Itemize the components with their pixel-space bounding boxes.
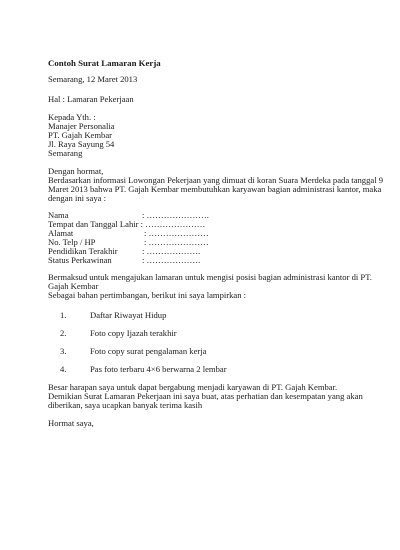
- field-label: Status Perkawinan: [48, 255, 112, 265]
- field-value: : ……………….: [142, 255, 201, 265]
- purpose-line: Gajah Kembar: [48, 281, 99, 291]
- field-label: Pendidikan Terakhir: [48, 246, 118, 256]
- closing-line: Besar harapan saya untuk dapat bergabung menjadi karyawan di PT. Gajah Kembar.: [48, 382, 338, 392]
- list-item: Foto copy Ijazah terakhir: [90, 328, 177, 338]
- field-value: : …………………: [144, 228, 209, 238]
- recipient-line: Semarang: [48, 148, 83, 158]
- list-item-number: 2.: [60, 328, 67, 338]
- recipient-line: Manajer Personalia: [48, 121, 115, 131]
- intro-line: Maret 2013 bahwa PT. Gajah Kembar membutuhkan karyawan bagian administrasi kantor, maka: [48, 184, 382, 194]
- field-label: Tempat dan Tanggal Lahir : …………………: [48, 219, 206, 229]
- field-value: : …………………: [144, 237, 209, 247]
- recipient-line: Kepada Yth. :: [48, 112, 96, 122]
- list-item: Daftar Riwayat Hidup: [90, 310, 167, 320]
- list-item-number: 3.: [60, 346, 67, 356]
- list-item: Pas foto terbaru 4×6 berwarna 2 lembar: [90, 364, 227, 374]
- list-item-number: 1.: [60, 310, 67, 320]
- signoff: Hormat saya,: [48, 418, 94, 428]
- purpose-line: Sebagai bahan pertimbangan, berikut ini saya lampirkan :: [48, 290, 247, 300]
- field-label: Nama: [48, 210, 69, 220]
- field-label: No. Telp / HP: [48, 237, 96, 247]
- field-value: : ………………….: [142, 210, 209, 220]
- list-item: Foto copy surat pengalaman kerja: [90, 346, 207, 356]
- intro-line: dengan ini saya :: [48, 193, 106, 203]
- recipient-line: Jl. Raya Sayung 54: [48, 139, 115, 149]
- recipient-line: PT. Gajah Kembar: [48, 130, 113, 140]
- closing-line: Demikian Surat Lamaran Pekerjaan ini saya buat, atas perhatian dan kesempatan yang akan: [48, 391, 363, 401]
- purpose-line: Bermaksud untuk mengajukan lamaran untuk mengisi posisi bagian administrasi kantor di PT.: [48, 272, 372, 282]
- closing-line: diberikan, saya ucapkan banyak terima kasih: [48, 400, 203, 410]
- letter-title: Contoh Surat Lamaran Kerja: [48, 58, 161, 68]
- intro-line: Berdasarkan informasi Lowongan Pekerjaan yang dimuat di koran Suara Merdeka pada tanggal 9: [48, 175, 384, 185]
- greeting: Dengan hormat,: [48, 166, 104, 176]
- field-label: Alamat: [48, 228, 74, 238]
- place-date: Semarang, 12 Maret 2013: [48, 74, 138, 84]
- list-item-number: 4.: [60, 364, 67, 374]
- field-value: : ……………….: [142, 246, 201, 256]
- subject-line: Hal : Lamaran Pekerjaan: [48, 94, 134, 104]
